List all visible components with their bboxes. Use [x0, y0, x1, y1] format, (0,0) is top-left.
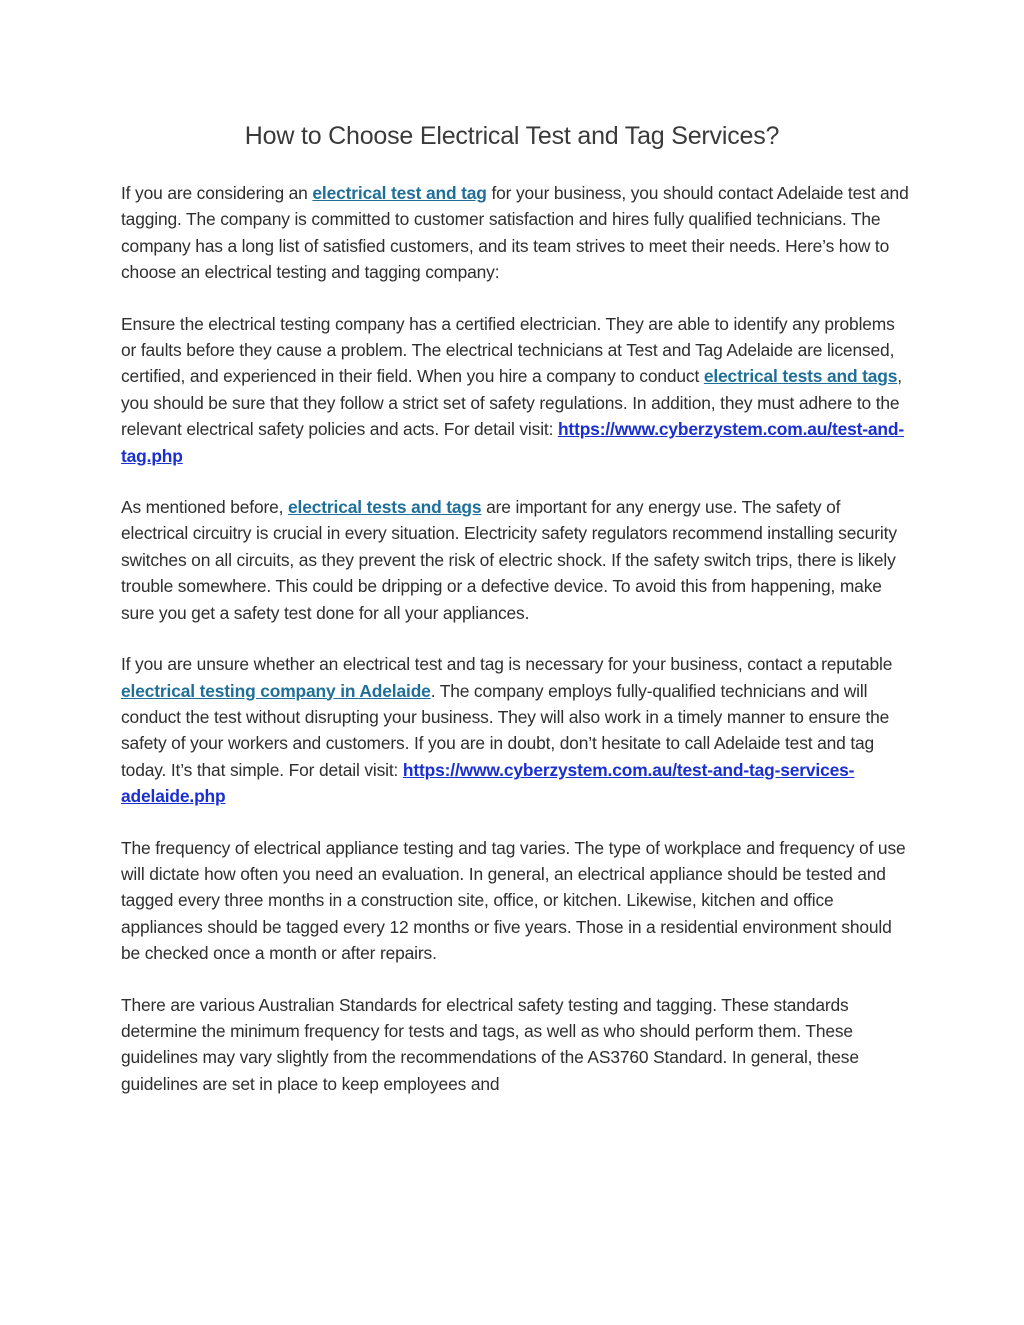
paragraph-text: are important for any energy use. The safety of electrical circuitry is crucial in every situation. Electricity safety regulators recommend installing security switches on all circuits, as they prevent the risk of electric shock. If the safety switch trips, there is likely trouble somewhere. This could be dripping or a defective device. To avoid this from happening, make sure you get a safety test done for all your appliances. — [121, 497, 897, 623]
test-and-tag-services-url-link[interactable]: https://www.cyberzystem.com.au/test-and-tag-services-adelaide.php — [121, 759, 855, 807]
paragraph-certified-electrician — [121, 311, 911, 469]
electrical-testing-company-link[interactable]: electrical testing company in Adelaide — [121, 680, 431, 701]
paragraph-australian-standards: There are various Australian Standards for electrical safety testing and tagging. These standards determine the minimum frequency for tests and tags, as well as who should perform them. These guidelines may vary slightly from the recommendations of the AS3760 Standard. In general, these guidelines are set in place to keep employees and — [121, 994, 859, 1094]
paragraph-text: Ensure the electrical testing company has a certified electrician. They are able to identify any problems or faults before they cause a problem. The electrical technicians at Test and Tag Adelaide are licensed, certified, and experienced in their field. When you hire a company to conduct — [121, 313, 895, 387]
paragraph-safety-switches — [121, 494, 911, 626]
document-body — [121, 180, 911, 1122]
page-title: How to Choose Electrical Test and Tag Services? — [244, 122, 780, 150]
electrical-tests-and-tags-link-2[interactable]: electrical tests and tags — [288, 497, 482, 518]
electrical-tests-and-tags-link[interactable]: electrical tests and tags — [703, 366, 898, 387]
paragraph-text: As mentioned before, — [121, 497, 288, 518]
paragraph-intro — [121, 180, 911, 286]
paragraph-text: If you are considering an — [121, 183, 313, 203]
paragraph-text: If you are unsure whether an electrical test and tag is necessary for your business, contact a reputable — [121, 654, 893, 675]
paragraph-text: , you should be sure that they follow a strict set of safety regulations. In addition, they must adhere to the relevant electrical safety policies and acts. For detail visit: — [121, 366, 902, 440]
test-and-tag-url-link[interactable]: https://www.cyberzystem.com.au/test-and-tag.php — [121, 419, 905, 466]
paragraph-text: . The company employs fully-qualified technicians and will conduct the test without disrupting your business. They will also work in a timely manner to ensure the safety of your workers and customers. If you are in doubt, don’t hesitate to call Adelaide test and tag today. It’s that simple. For detail visit: — [121, 680, 890, 780]
electrical-test-and-tag-link[interactable]: electrical test and tag — [312, 183, 487, 203]
paragraph-text: for your business, you should contact Adelaide test and tagging. The company is committed to customer satisfaction and hires fully qualified technicians. The company has a long list of satisfied customers, and its team strives to meet their needs. Here’s how to choose an electrical testing and tagging company: — [121, 183, 909, 283]
paragraph-testing-frequency: The frequency of electrical appliance testing and tag varies. The type of workplace and frequency of use will dictate how often you need an evaluation. In general, an electrical appliance should be tested and tagged every three months in a construction site, office, or kitchen. Likewise, kitchen and office appliances should be tagged every 12 months or five years. Those in a residential environment should be checked once a month or after repairs. — [121, 837, 906, 964]
paragraph-reputable-company — [121, 651, 911, 809]
